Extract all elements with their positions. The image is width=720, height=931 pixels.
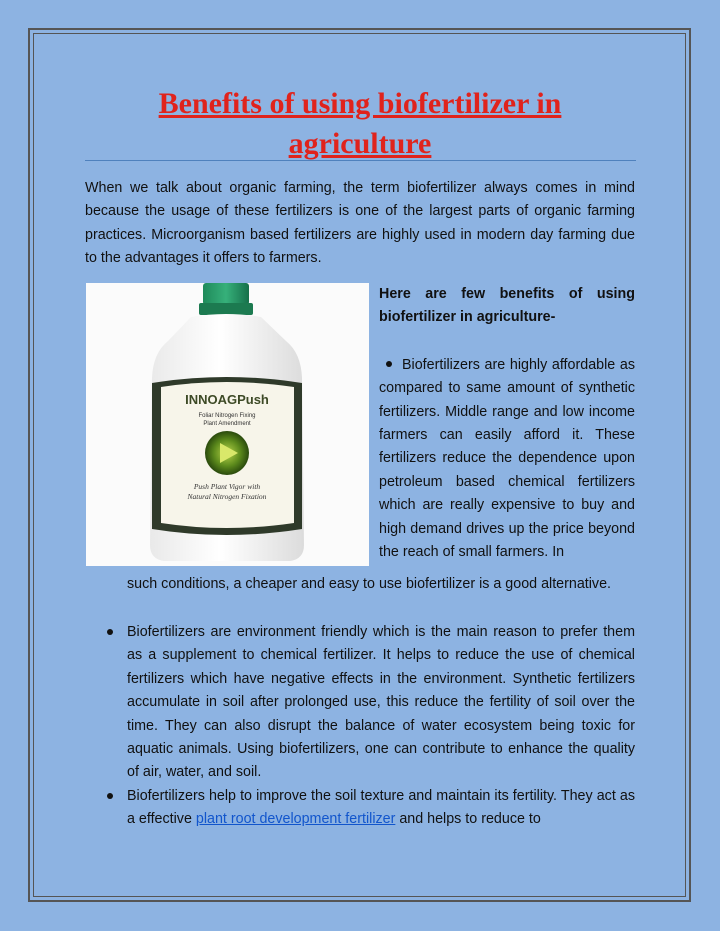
benefits-heading-line1: Here are few benefits of using [379,286,635,302]
bullet-affordable-continued: such conditions, a cheaper and easy to use biofertilizer is a good alternative. [127,576,611,592]
benefits-column [379,283,635,579]
bullet-soil-text-start: Biofertilizers help to improve the soil texture and maintain its fertility. They act as a effective [127,788,635,828]
product-image [86,283,369,566]
bullet-soil-text-end: and helps to reduce to [395,811,541,828]
page-title: Benefits of using biofertilizer in agriculture [158,87,562,160]
bullet-affordable [379,354,635,565]
bullet-soil-texture [127,785,635,832]
bullet-environment-friendly: Biofertilizers are environment friendly which is the main reason to prefer them as a supplement to chemical fertilizer. It helps to reduce the use of chemical fertilizers which have negative effects in the environment. Synthetic fertilizers accumulate in soil after prolonged use, this reduce the fertility of soil over the time. They can also disrupt the balance of water ecosystem being toxic for aquatic animals. Using biofertilizers, one can contribute to enhance the quality of air, water, and soil. [127,621,635,785]
product-tagline-2: Natural Nitrogen Fixation [187,492,267,501]
product-brand: INNOAGPush [185,392,269,407]
bullet-affordable-text: Biofertilizers are highly affordable as compared to same amount of synthetic fertilizers. Middle range and low income farmers can easily afford it. These fertilizers reduce the dependence upon petroleum based chemical fertilizers which are really expensive to buy and high demand drives up the price beyond the reach of small farmers. In [379,356,635,561]
intro-paragraph: When we talk about organic farming, the term biofertilizer always comes in mind because the usage of these fertilizers is one of the largest parts of organic farming practices. Microorganism based fertilizers are highly used in modern day farming due to the advantages it offers to farmers. [85,180,635,267]
benefits-heading-line2: biofertilizer in agriculture- [379,309,556,326]
product-subtitle-1: Foliar Nitrogen Fixing [198,413,256,419]
product-subtitle-2: Plant Amendment [203,421,251,427]
product-tagline-1: Push Plant Vigor with [193,482,261,491]
product-bottle-illustration [86,283,369,566]
plant-root-fertilizer-link[interactable]: plant root development fertilizer [195,811,396,828]
benefits-heading [379,283,635,330]
title-divider [85,160,636,161]
bullet-dot-icon [386,361,392,367]
